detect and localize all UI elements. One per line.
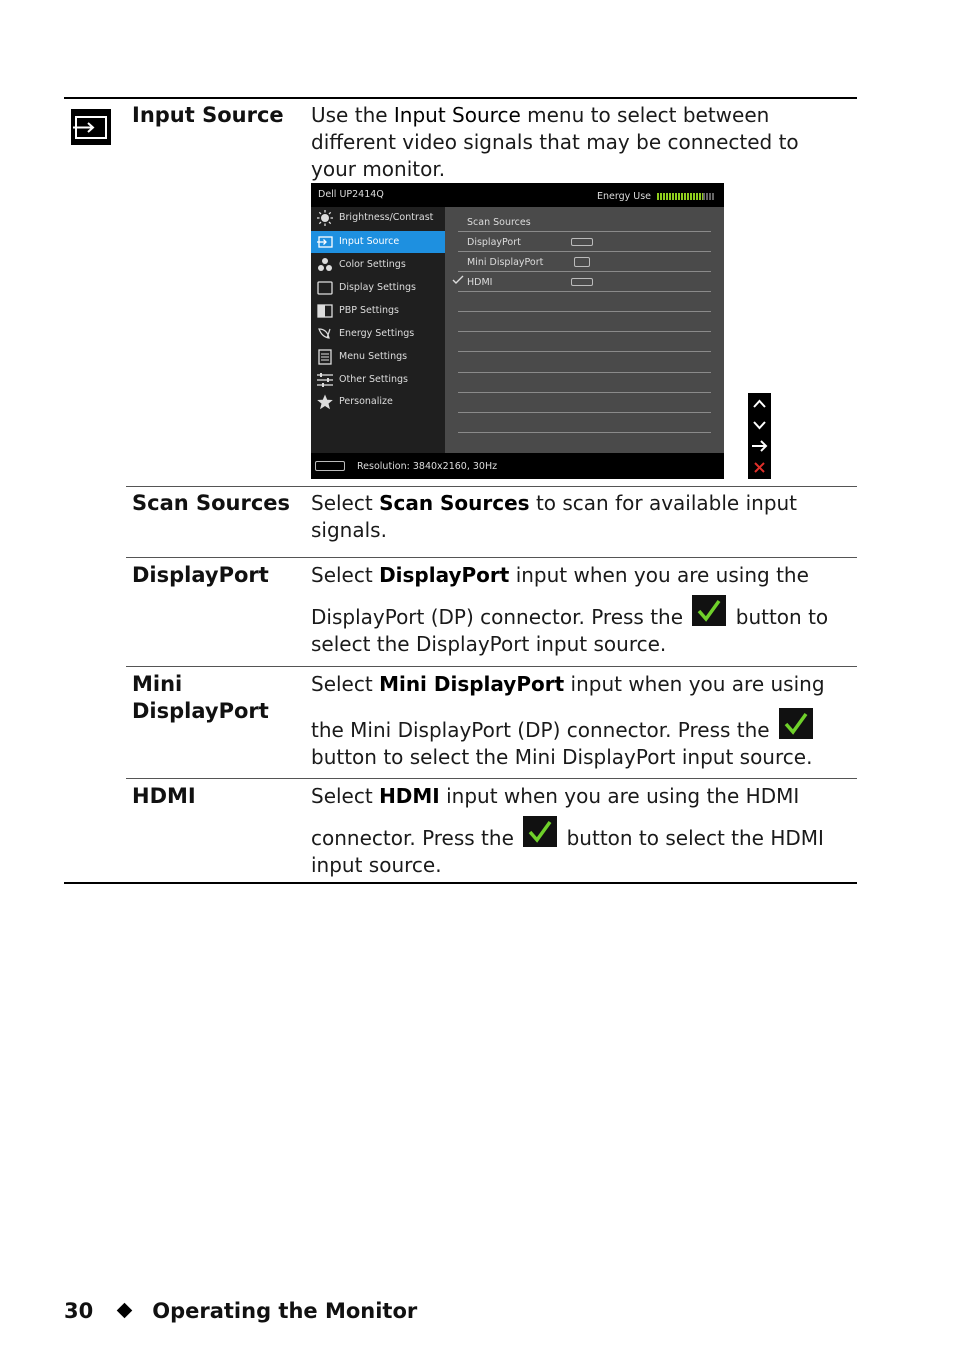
row-divider (126, 557, 857, 558)
osd-nav-buttons (748, 393, 771, 479)
right-arrow-icon[interactable] (748, 436, 771, 457)
osd-empty-row (458, 412, 711, 433)
osd-item-pbp[interactable]: PBP Settings (311, 300, 445, 322)
hdmi-connector-icon (571, 278, 593, 286)
osd-sub-hdmi[interactable]: HDMI (458, 271, 711, 292)
sliders-icon (317, 372, 333, 388)
osd-empty-row (458, 331, 711, 352)
check-button-icon (692, 595, 726, 626)
table-bottom-rule (64, 882, 857, 884)
term-scan-sources: Scan Sources (132, 491, 291, 515)
up-arrow-icon[interactable] (748, 394, 771, 415)
sun-icon (317, 210, 333, 226)
leaf-icon (317, 326, 333, 342)
mini-displayport-connector-icon (574, 257, 590, 267)
table-top-rule (64, 97, 857, 99)
term-input-source: Input Source (132, 103, 284, 127)
page-footer (64, 1299, 417, 1323)
term-mini-displayport: Mini DisplayPort (132, 672, 269, 723)
input-source-icon (71, 109, 111, 145)
osd-empty-row (458, 352, 711, 373)
term-hdmi: HDMI (132, 784, 196, 808)
row-divider (126, 486, 857, 487)
input-source-icon (317, 234, 333, 250)
diamond-icon (117, 1303, 133, 1319)
osd-empty-row (458, 372, 711, 393)
osd-energy-label: Energy Use (597, 191, 652, 202)
osd-item-color[interactable]: Color Settings (311, 254, 445, 276)
osd-item-brightness[interactable]: Brightness/Contrast (311, 207, 445, 229)
pbp-icon (317, 303, 333, 319)
displayport-connector-icon (571, 238, 593, 246)
osd-item-display[interactable]: Display Settings (311, 277, 445, 299)
desc-mini-displayport: Select Mini DisplayPort input when you are using the Mini DisplayPort (DP) connector. Press the button to select the Mini DisplayPort input source. (311, 672, 825, 769)
desc-displayport: Select DisplayPort input when you are using the DisplayPort (DP) connector. Press the button to select the DisplayPort input source. (311, 563, 829, 656)
osd-menu-screenshot (311, 183, 724, 479)
osd-item-input-source[interactable]: Input Source (311, 231, 445, 253)
osd-item-menu[interactable]: Menu Settings (311, 346, 445, 368)
check-button-icon (779, 708, 813, 739)
row-divider (126, 666, 857, 667)
osd-sub-scan-sources[interactable]: Scan Sources (458, 211, 711, 232)
row-divider (126, 778, 857, 779)
osd-sub-displayport[interactable]: DisplayPort (458, 231, 711, 252)
term-displayport: DisplayPort (132, 563, 269, 587)
osd-empty-row (458, 311, 711, 332)
menu-sheet-icon (317, 349, 333, 365)
osd-submenu-panel (445, 207, 724, 453)
osd-sub-mini-displayport[interactable]: Mini DisplayPort (458, 251, 711, 272)
osd-item-personalize[interactable]: Personalize (311, 391, 445, 413)
check-icon (452, 275, 464, 285)
energy-meter (657, 193, 715, 200)
osd-model: Dell UP2414Q (318, 189, 384, 200)
desc-hdmi: Select HDMI input when you are using the HDMI connector. Press the button to select the HDMI input source. (311, 784, 824, 877)
osd-item-other[interactable]: Other Settings (311, 369, 445, 391)
page-number: 30 (64, 1299, 94, 1323)
display-icon (317, 280, 333, 296)
desc-input-source: Use the Input Source menu to select between different video signals that may be connected to your monitor. (311, 103, 799, 181)
osd-item-energy[interactable]: Energy Settings (311, 323, 445, 345)
star-icon (317, 394, 333, 410)
check-button-icon (523, 816, 557, 847)
desc-scan-sources: Select Scan Sources to scan for available input signals. (311, 491, 798, 542)
osd-empty-row (458, 392, 711, 413)
close-icon[interactable] (748, 457, 771, 478)
osd-empty-row (458, 291, 711, 312)
down-arrow-icon[interactable] (748, 415, 771, 436)
hdmi-port-icon (315, 461, 345, 471)
osd-resolution: Resolution: 3840x2160, 30Hz (357, 461, 498, 472)
section-title: Operating the Monitor (152, 1299, 418, 1323)
osd-main-menu (311, 207, 445, 453)
color-dots-icon (317, 257, 333, 273)
